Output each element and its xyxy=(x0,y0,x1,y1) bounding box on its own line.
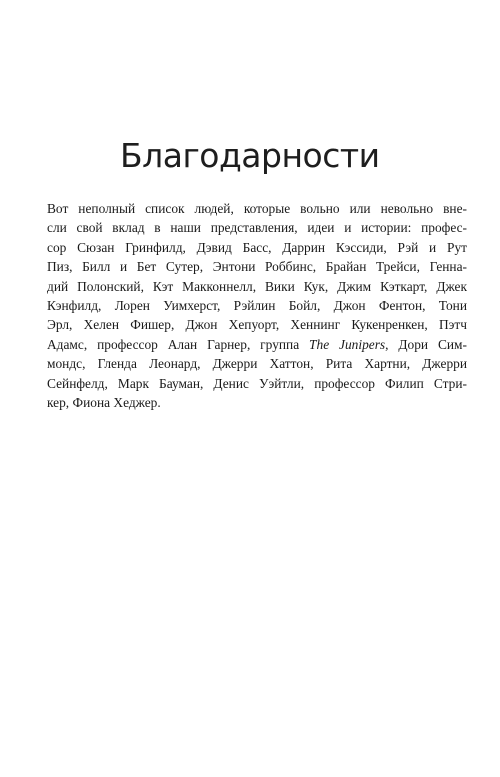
text-line: сор Сюзан Гринфилд, Дэвид Басс, Даррин Кэссиди, Рэй и Рут xyxy=(47,239,467,255)
text-line: Кэнфилд, Лорен Уимхерст, Рэйлин Бойл, Джон Фентон, Тони xyxy=(47,298,467,314)
text-segment: Адамс, профессор Алан Гарнер, группа xyxy=(47,336,310,352)
text-line: Пиз, Билл и Бет Сутер, Энтони Роббинс, Брайан Трейси, Генна- xyxy=(47,259,467,275)
page-title: Благодарности xyxy=(120,136,380,175)
band-name-italic: The Junipers xyxy=(309,336,386,352)
text-line: сли свой вклад в наши представления, идеи и истории: профес- xyxy=(47,220,467,236)
text-line: Вот неполный список людей, которые вольно или невольно вне- xyxy=(47,201,467,216)
text-line: кер, Фиона Хеджер. xyxy=(47,395,161,411)
text-line: Эрл, Хелен Фишер, Джон Хепуорт, Хеннинг Кукенренкен, Пэтч xyxy=(47,317,467,333)
text-line xyxy=(47,335,467,354)
text-segment: , Дори Сим- xyxy=(385,336,467,352)
acknowledgements-text xyxy=(47,199,467,412)
text-line: дий Полонский, Кэт Макконнелл, Вики Кук, Джим Кэткарт, Джек xyxy=(47,278,467,294)
text-line: Сейнфелд, Марк Бауман, Денис Уэйтли, профессор Филип Стри- xyxy=(47,375,467,391)
text-line: мондс, Гленда Леонард, Джерри Хаттон, Рита Хартни, Джерри xyxy=(47,356,467,372)
